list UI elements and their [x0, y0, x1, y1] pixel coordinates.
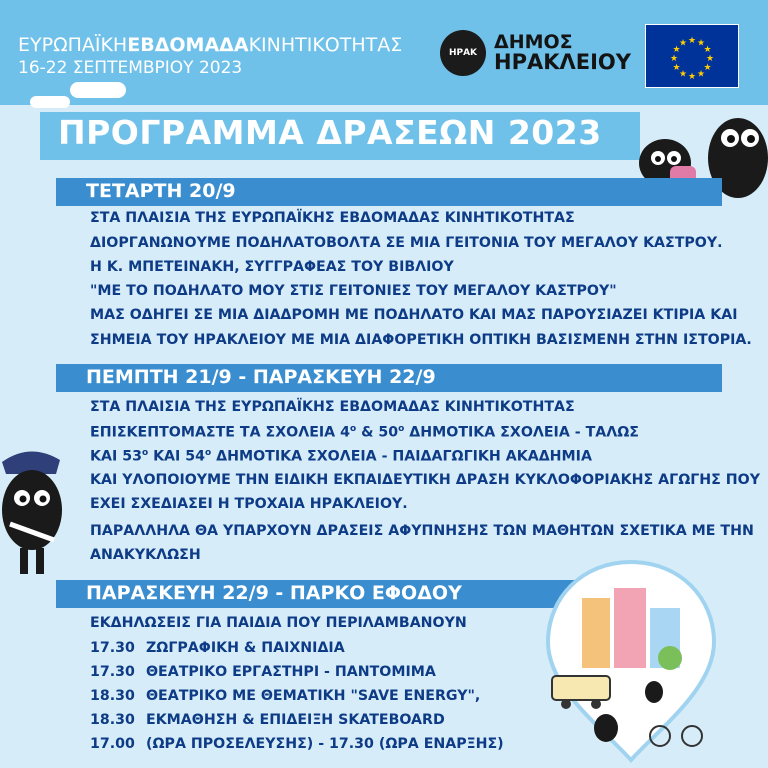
schedule-time: 17.30	[90, 640, 135, 656]
section-heading-thursday-friday	[56, 364, 722, 392]
cloud-decoration	[30, 96, 70, 108]
eu-flag-icon	[645, 24, 739, 88]
line-part: ΚΑΙ 53	[90, 448, 142, 465]
line-part: & 50	[356, 424, 399, 441]
ordinal-suffix: ο	[205, 448, 212, 458]
page-title: ΠΡΟΓΡΑΜΜΑ ΔΡΑΣΕΩΝ 2023	[58, 113, 602, 152]
map-pin-illustration	[542, 558, 720, 764]
schedule-item	[90, 712, 135, 728]
schedule-time: 18.30	[90, 712, 135, 728]
ordinal-suffix: ο	[398, 424, 405, 434]
municipality-logo	[440, 30, 631, 76]
ordinal-suffix: ο	[349, 424, 357, 434]
schedule-item	[90, 664, 135, 680]
line-part: ΔΗΜΟΤΙΚΑ ΣΧΟΛΕΙΑ - ΤΑΛΩΣ	[404, 424, 639, 441]
schedule-text: ΕΚΜΑΘΗΣΗ & ΕΠΙΔΕΙΞΗ SKATEBOARD	[146, 712, 445, 728]
svg-text:★: ★	[696, 69, 706, 80]
svg-text:★: ★	[705, 54, 715, 64]
event-dates: 16-22 ΣΕΠΤΕΜΒΡΙΟΥ 2023	[18, 58, 243, 78]
schedule-text: ΘΕΑΤΡΙΚΟ ΜΕ ΘΕΜΑΤΙΚΗ "SAVE ENERGY",	[146, 688, 481, 704]
section2-line	[90, 424, 639, 441]
svg-text:★: ★	[672, 63, 681, 73]
eu-stars	[646, 25, 738, 87]
schedule-time: 18.30	[90, 688, 135, 704]
section-heading-friday-park	[56, 580, 616, 608]
svg-text:★: ★	[678, 38, 688, 49]
section1-line: ΣΤΑ ΠΛΑΙΣΙΑ ΤΗΣ ΕΥΡΩΠΑΪΚΗΣ ΕΒΔΟΜΑΔΑΣ ΚΙΝΗΤΙΚΟΤΗΤΑΣ	[90, 210, 575, 226]
svg-text:★: ★	[669, 54, 679, 64]
municipality-name-line1: ΔΗΜΟΣ	[494, 31, 573, 53]
cloud-decoration	[70, 82, 126, 98]
event-week-title	[18, 34, 402, 56]
municipality-name-line2: ΗΡΑΚΛΕΙΟΥ	[494, 50, 631, 74]
ordinal-suffix: ο	[141, 448, 149, 458]
svg-text:★: ★	[687, 36, 697, 46]
schedule-text: (ΩΡΑ ΠΡΟΣΕΛΕΥΣΗΣ) - 17.30 (ΩΡΑ ΕΝΑΡΞΗΣ)	[146, 736, 504, 752]
seal-text: ΗΡΑΚ	[448, 48, 478, 58]
section2-line: ΠΑΡΑΛΛΗΛΑ ΘΑ ΥΠΑΡΧΟΥΝ ΔΡΑΣΕΙΣ ΑΦΥΠΝΗΣΗΣ ΤΩΝ ΜΑΘΗΤΩΝ ΣΧΕΤΙΚΑ ΜΕ ΤΗΝ	[90, 523, 754, 539]
schedule-item	[90, 688, 135, 704]
schedule-time: 17.00	[90, 736, 135, 752]
police-mascot-icon	[0, 440, 84, 580]
section1-line: ΜΑΣ ΟΔΗΓΕΙ ΣΕ ΜΙΑ ΔΙΑΔΡΟΜΗ ΜΕ ΠΟΔΗΛΑΤΟ ΚΑΙ ΜΑΣ ΠΑΡΟΥΣΙΑΖΕΙ ΚΤΙΡΙΑ ΚΑΙ	[90, 307, 738, 323]
section-heading-text: ΠΑΡΑΣΚΕΥΗ 22/9 - ΠΑΡΚΟ ΕΦΟΔΟΥ	[86, 582, 462, 604]
section2-line: ΚΑΙ ΥΛΟΠΟΙΟΥΜΕ ΤΗΝ ΕΙΔΙΚΗ ΕΚΠΑΙΔΕΥΤΙΚΗ ΔΡΑΣΗ ΚΥΚΛΟΦΟΡΙΑΚΗΣ ΑΓΩΓΗΣ ΠΟΥ	[90, 472, 761, 488]
section2-line	[90, 448, 592, 465]
line-part: ΕΠΙΣΚΕΠΤΟΜΑΣΤΕ ΤΑ ΣΧΟΛΕΙΑ 4	[90, 424, 350, 441]
municipality-name	[494, 33, 631, 73]
schedule-item	[90, 640, 135, 656]
section1-line: ΔΙΟΡΓΑΝΩΝΟΥΜΕ ΠΟΔΗΛΑΤΟΒΟΛΤΑ ΣΕ ΜΙΑ ΓΕΙΤΟΝΙΑ ΤΟΥ ΜΕΓΑΛΟΥ ΚΑΣΤΡΟΥ.	[90, 235, 723, 251]
svg-text:★: ★	[672, 45, 681, 55]
section2-line: ΑΝΑΚΥΚΛΩΣΗ	[90, 547, 201, 563]
section1-line: Η Κ. ΜΠΕΤΕΙΝΑΚΗ, ΣΥΓΓΡΑΦΕΑΣ ΤΟΥ ΒΙΒΛΙΟΥ	[90, 259, 454, 275]
line-part: ΚΑΙ 54	[148, 448, 205, 465]
section3-intro: ΕΚΔΗΛΩΣΕΙΣ ΓΙΑ ΠΑΙΔΙΑ ΠΟΥ ΠΕΡΙΛΑΜΒΑΝΟΥΝ	[90, 615, 467, 631]
section-heading-text: ΠΕΜΠΤΗ 21/9 - ΠΑΡΑΣΚΕΥΗ 22/9	[86, 366, 436, 388]
section2-line: ΕΧΕΙ ΣΧΕΔΙΑΣΕΙ Η ΤΡΟΧΑΙΑ ΗΡΑΚΛΕΙΟΥ.	[90, 496, 408, 512]
svg-text:★: ★	[687, 72, 697, 82]
svg-text:★: ★	[703, 63, 712, 73]
svg-text:★: ★	[696, 38, 706, 49]
municipality-seal-icon	[440, 30, 486, 76]
svg-text:★: ★	[678, 69, 688, 80]
section1-line: ΣΗΜΕΙΑ ΤΟΥ ΗΡΑΚΛΕΙΟΥ ΜΕ ΜΙΑ ΔΙΑΦΟΡΕΤΙΚΗ ΟΠΤΙΚΗ ΒΑΣΙΣΜΕΝΗ ΣΤΗΝ ΙΣΤΟΡΙΑ.	[90, 332, 752, 348]
schedule-item	[90, 736, 135, 752]
svg-text:★: ★	[703, 45, 712, 55]
week-title-part1: ΕΥΡΩΠΑΪΚΗ	[18, 34, 128, 56]
week-title-part2: ΚΙΝΗΤΙΚΟΤΗΤΑΣ	[248, 34, 403, 56]
section1-line: "ΜΕ ΤΟ ΠΟΔΗΛΑΤΟ ΜΟΥ ΣΤΙΣ ΓΕΙΤΟΝΙΕΣ ΤΟΥ ΜΕΓΑΛΟΥ ΚΑΣΤΡΟΥ"	[90, 283, 617, 299]
line-part: ΔΗΜΟΤΙΚΑ ΣΧΟΛΕΙΑ - ΠΑΙΔΑΓΩΓΙΚΗ ΑΚΑΔΗΜΙΑ	[211, 448, 592, 465]
section2-line: ΣΤΑ ΠΛΑΙΣΙΑ ΤΗΣ ΕΥΡΩΠΑΪΚΗΣ ΕΒΔΟΜΑΔΑΣ ΚΙΝΗΤΙΚΟΤΗΤΑΣ	[90, 399, 575, 415]
section-heading-text: ΤΕΤΑΡΤΗ 20/9	[86, 180, 236, 202]
schedule-time: 17.30	[90, 664, 135, 680]
schedule-text: ΖΩΓΡΑΦΙΚΗ & ΠΑΙΧΝΙΔΙΑ	[146, 640, 345, 656]
week-title-bold: ΕΒΔΟΜΑΔΑ	[127, 34, 249, 56]
section-heading-wednesday	[56, 178, 722, 206]
schedule-text: ΘΕΑΤΡΙΚΟ ΕΡΓΑΣΤΗΡΙ - ΠΑΝΤΟΜΙΜΑ	[146, 664, 436, 680]
